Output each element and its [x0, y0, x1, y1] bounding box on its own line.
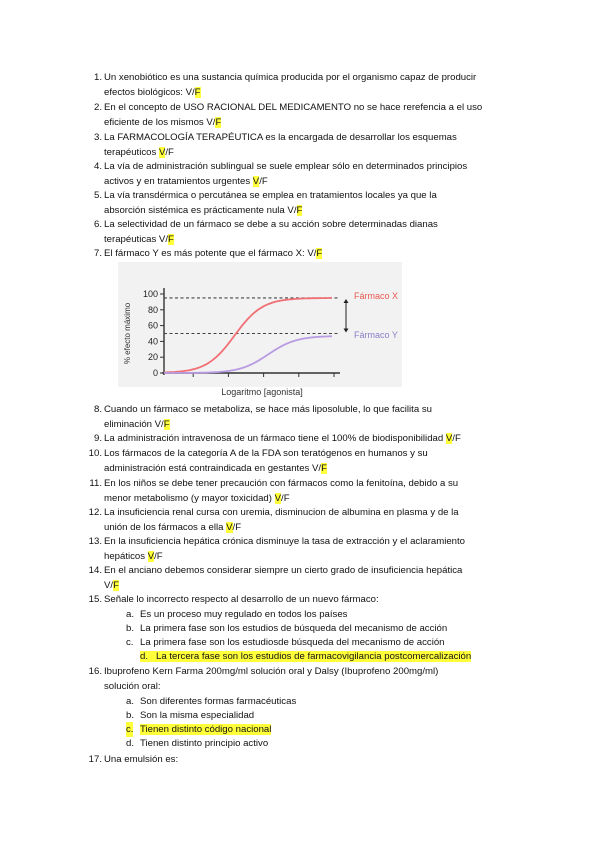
question-number: 17. [88, 754, 102, 765]
question-9 [93, 431, 544, 446]
highlighted-answer: V [274, 493, 282, 504]
highlighted-answer: V [252, 176, 260, 187]
question-number: 6. [93, 219, 102, 230]
question-text: solución oral: [104, 681, 161, 692]
question-number: 9. [93, 433, 102, 444]
question-number: 8. [93, 404, 102, 415]
y-tick-label: 0 [152, 368, 158, 378]
dose-response-chart [118, 262, 402, 397]
highlighted-answer: V [226, 522, 233, 533]
question-text: La vía transdérmica o percutánea se emplea en tratamientos locales ya que la [104, 190, 437, 201]
question-text: En los niños se debe tener precaución con fármacos como la fenitoína, debido a su [104, 478, 459, 489]
question-text: /F [154, 551, 163, 562]
option-text: Son la misma especialidad [140, 710, 255, 721]
question-number: 13. [88, 536, 102, 547]
highlighted-answer: F [163, 419, 170, 430]
series-line-x [164, 298, 332, 373]
series-label-y: Fármaco Y [354, 330, 398, 341]
question-text: /F [452, 433, 461, 444]
q16-option-b [126, 708, 540, 723]
option-letter: d. [140, 651, 149, 662]
question-number: 10. [88, 448, 102, 459]
question-text: /F [259, 176, 268, 187]
question-text: efectos biológicos: V/ [104, 87, 195, 98]
question-text: La administración intravenosa de un fármaco tiene el 100% de biodisponibilidad [104, 433, 446, 444]
question-17 [88, 752, 544, 767]
y-axis-label: % efecto máximo [123, 302, 132, 365]
highlighted-answer: F [316, 248, 323, 259]
question-8 [93, 402, 544, 432]
question-number: 3. [93, 132, 102, 143]
question-text: /F [232, 522, 242, 533]
question-text: Los fármacos de la categoría A de la FDA son teratógenos en humanos y su [104, 448, 428, 459]
q16-option-c [126, 722, 540, 737]
question-number: 15. [88, 594, 102, 605]
question-text: La insuficiencia renal cursa con uremia, disminucion de albumina en plasma y de la [104, 507, 459, 518]
option-letter: c. [126, 724, 134, 735]
option-text: La primera fase son los estudios de búsqueda del mecanismo de acción [140, 623, 448, 634]
question-4 [93, 159, 544, 189]
highlighted-answer: V [158, 147, 166, 158]
q15-option-d [140, 649, 540, 664]
question-text: La selectividad de un fármaco se debe a su acción sobre determinadas dianas [104, 219, 438, 230]
series-label-x: Fármaco X [354, 290, 399, 301]
y-tick-label: 80 [147, 304, 158, 315]
question-number: 11. [89, 478, 102, 489]
question-text: La vía de administración sublingual se suele emplear sólo en determinados principios [104, 161, 468, 172]
question-7 [93, 246, 544, 261]
question-number: 12. [88, 507, 102, 518]
question-number: 16. [88, 666, 102, 677]
question-10 [88, 446, 544, 476]
question-13 [88, 534, 544, 564]
option-letter: b. [126, 710, 135, 721]
question-text: hepáticos [104, 551, 148, 562]
y-tick-label: 60 [147, 320, 158, 331]
chart-svg [118, 262, 402, 397]
highlighted-answer: F [215, 117, 222, 128]
question-11 [89, 476, 544, 506]
question-number: 1. [93, 72, 102, 83]
question-16 [88, 664, 544, 694]
question-text: eficiente de los mismos V/ [104, 117, 216, 128]
question-15 [88, 592, 544, 607]
option-text: Tienen distinto principio activo [140, 738, 269, 749]
question-3 [93, 130, 544, 160]
q15-option-a [126, 607, 540, 622]
question-text: Un xenobiótico es una sustancia química producida por el organismo capaz de producir [104, 72, 477, 83]
highlighted-answer: F [113, 580, 119, 591]
question-text: administración está contraindicada en gestantes V/ [104, 463, 322, 474]
q16-option-d [126, 736, 540, 751]
series-line-y [164, 336, 332, 373]
question-2 [93, 100, 544, 130]
question-number: 14. [88, 565, 102, 576]
y-tick-label: 20 [147, 352, 158, 363]
option-letter: a. [126, 609, 135, 620]
question-text: El fármaco Y es más potente que el fármaco X: V/ [104, 248, 317, 259]
question-text: terapéuticas V/ [104, 234, 168, 245]
question-14 [88, 563, 544, 593]
q15-option-c [126, 635, 540, 650]
question-text: unión de los fármacos a ella [104, 522, 227, 533]
question-number: 2. [93, 102, 102, 113]
question-number: 4. [93, 161, 102, 172]
question-text: En el concepto de USO RACIONAL DEL MEDICAMENTO no se hace rerefencia a el uso [104, 102, 483, 113]
y-tick-label: 40 [147, 336, 158, 347]
highlighted-answer: F [168, 234, 174, 245]
option-text: La primera fase son los estudiosde búsqueda del mecanismo de acción [140, 637, 445, 648]
option-text: Son diferentes formas farmacéuticas [140, 696, 297, 707]
question-text: La FARMACOLOGÍA TERAPÉUTICA es la encargada de desarrollar los esquemas [104, 132, 457, 143]
question-text: terapéuticos [104, 147, 159, 158]
question-text: /F [165, 147, 174, 158]
option-letter: c. [126, 637, 134, 648]
question-text: Una emulsión es: [104, 754, 179, 765]
highlighted-answer: F [296, 205, 303, 216]
highlighted-answer: V [147, 551, 155, 562]
highlighted-answer: V [445, 433, 453, 444]
question-12 [88, 505, 544, 535]
highlighted-answer: Tienen distinto código nacional [140, 724, 272, 735]
question-text: eliminación V/ [104, 419, 164, 430]
question-number: 5. [93, 190, 102, 201]
question-text: V/ [104, 580, 114, 591]
option-letter: a. [126, 696, 135, 707]
arrow-head-down [344, 329, 349, 333]
option-text: Es un proceso muy regulado en todos los países [140, 609, 348, 620]
question-1 [93, 70, 544, 100]
question-text: absorción sistémica es prácticamente nula V/ [104, 205, 297, 216]
question-6 [93, 217, 544, 247]
question-text: En la insuficiencia hepática crónica disminuye la tasa de extracción y el aclaramiento [104, 536, 466, 547]
q15-option-b [126, 621, 540, 636]
highlighted-answer: F [321, 463, 327, 474]
question-text: Ibuprofeno Kern Farma 200mg/ml solución oral y Dalsy (Ibuprofeno 200mg/ml) [104, 666, 439, 677]
question-5 [93, 188, 544, 218]
question-text: /F [281, 493, 290, 504]
x-axis-label: Logaritmo [agonista] [221, 387, 303, 397]
question-text: activos y en tratamientos urgentes [104, 176, 253, 187]
q16-option-a [126, 694, 540, 709]
arrow-head-up [344, 299, 349, 303]
question-text: En el anciano debemos considerar siempre un cierto grado de insuficiencia hepática [104, 565, 463, 576]
question-text: Señale lo incorrecto respecto al desarrollo de un nuevo fármaco: [104, 594, 379, 605]
option-letter: d. [126, 738, 135, 749]
question-text: Cuando un fármaco se metaboliza, se hace más liposoluble, lo que facilita su [104, 404, 432, 415]
question-number: 7. [93, 248, 102, 259]
option-letter: b. [126, 623, 135, 634]
highlighted-answer: F [194, 87, 201, 98]
highlighted-answer: La tercera fase son los estudios de farmacovigilancia postcomercalización [156, 651, 472, 662]
question-text: menor metabolismo (y mayor toxicidad) [104, 493, 275, 504]
y-tick-label: 100 [142, 289, 158, 299]
